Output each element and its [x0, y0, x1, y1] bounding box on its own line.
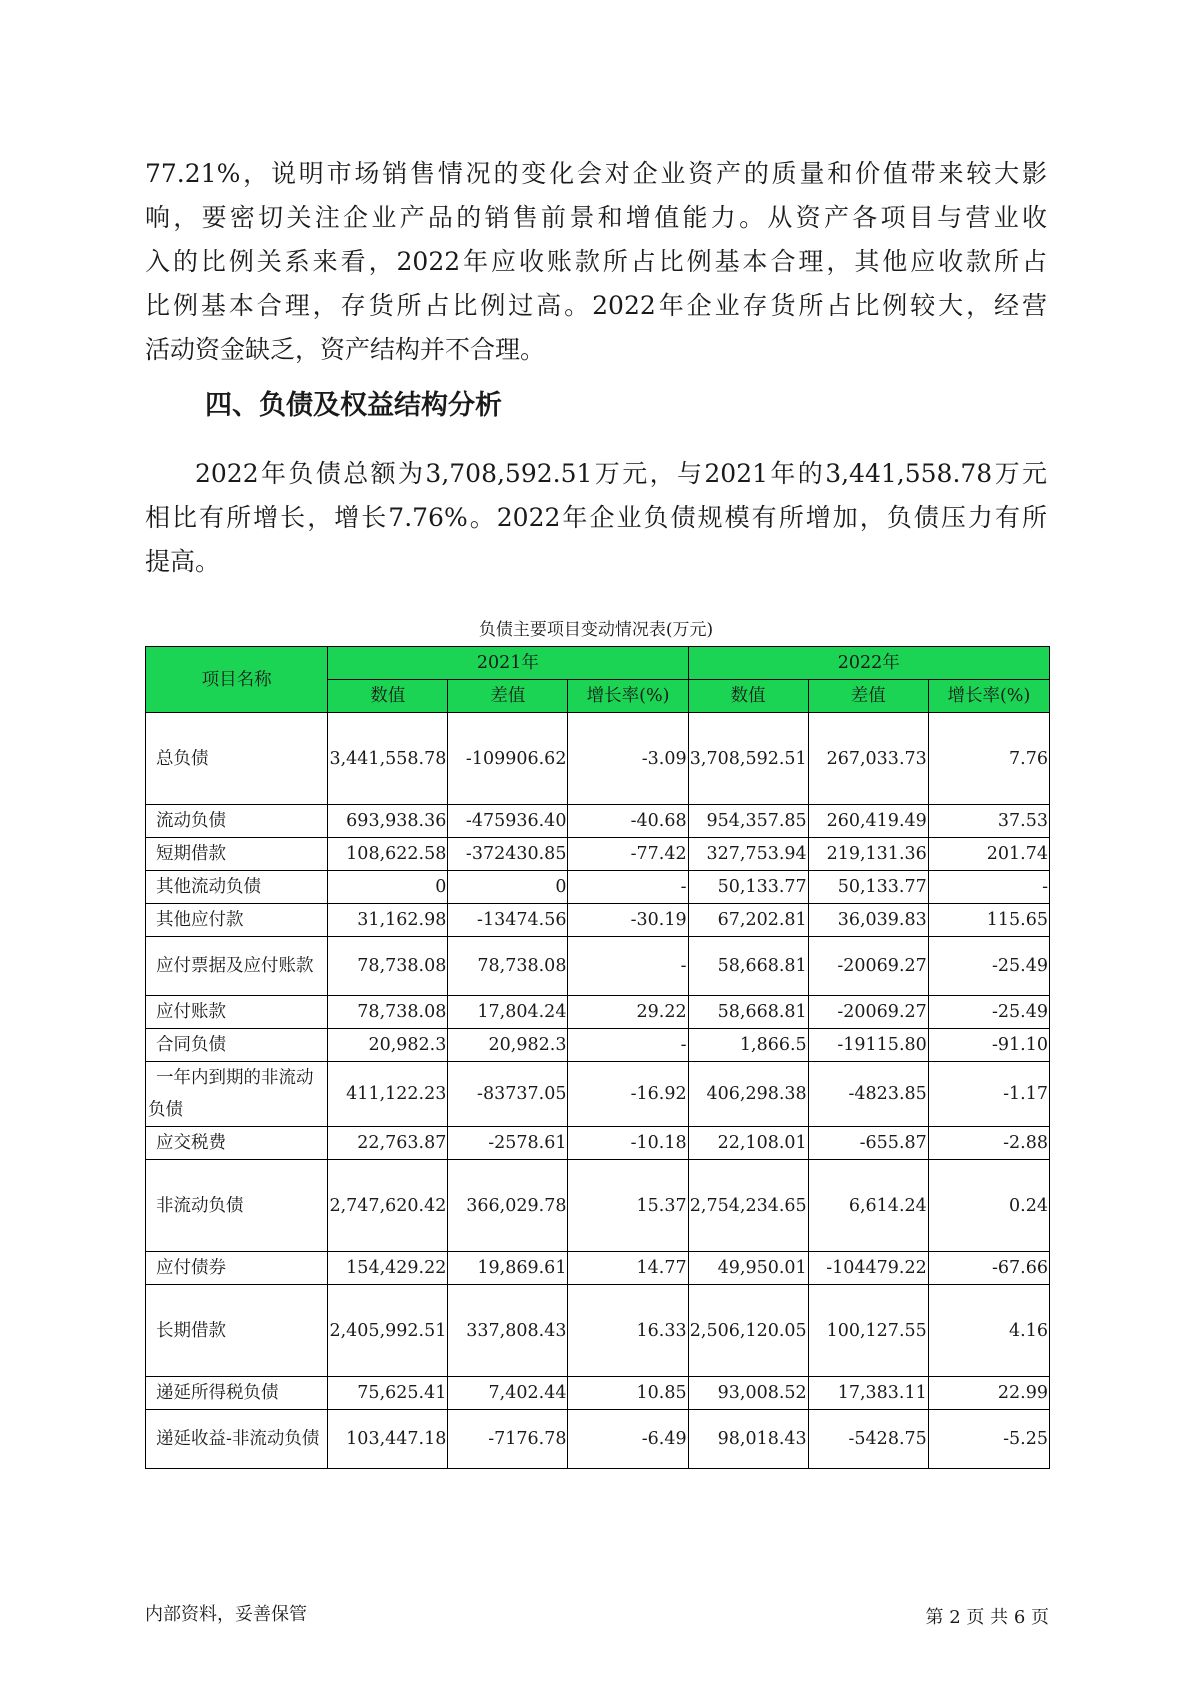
cell-diff-2021: 20,982.3 — [448, 1029, 568, 1062]
cell-value-2022: 22,108.01 — [688, 1127, 808, 1160]
cell-value-2022: 93,008.52 — [688, 1377, 808, 1410]
cell-diff-2022: -4823.85 — [808, 1062, 928, 1127]
cell-growth-2022: -2.88 — [928, 1127, 1049, 1160]
cell-diff-2021: 7,402.44 — [448, 1377, 568, 1410]
cell-value-2022: 1,866.5 — [688, 1029, 808, 1062]
cell-value-2021: 103,447.18 — [328, 1410, 448, 1469]
cell-growth-2021: 10.85 — [568, 1377, 688, 1410]
cell-item-name: 一年内到期的非流动负债 — [146, 1062, 328, 1127]
cell-item-name: 应付债券 — [146, 1252, 328, 1285]
cell-item-name: 短期借款 — [146, 838, 328, 871]
cell-growth-2022: 201.74 — [928, 838, 1049, 871]
text-line: 活动资金缺乏，资产结构并不合理。 — [145, 335, 546, 364]
table-row — [146, 937, 1050, 996]
header-diff: 差值 — [808, 680, 928, 713]
cell-diff-2021: 19,869.61 — [448, 1252, 568, 1285]
cell-value-2022: 98,018.43 — [688, 1410, 808, 1469]
cell-diff-2022: -655.87 — [808, 1127, 928, 1160]
table-header-row — [146, 647, 1050, 680]
cell-diff-2022: 267,033.73 — [808, 713, 928, 805]
cell-growth-2021: -77.42 — [568, 838, 688, 871]
cell-value-2021: 108,622.58 — [328, 838, 448, 871]
cell-growth-2022: 7.76 — [928, 713, 1049, 805]
cell-growth-2022: -25.49 — [928, 996, 1049, 1029]
cell-growth-2022: - — [928, 871, 1049, 904]
cell-diff-2021: -372430.85 — [448, 838, 568, 871]
cell-diff-2022: 260,419.49 — [808, 805, 928, 838]
cell-diff-2022: 219,131.36 — [808, 838, 928, 871]
cell-value-2022: 58,668.81 — [688, 937, 808, 996]
cell-value-2022: 58,668.81 — [688, 996, 808, 1029]
cell-value-2021: 2,747,620.42 — [328, 1160, 448, 1252]
cell-diff-2022: -20069.27 — [808, 996, 928, 1029]
table-row — [146, 1127, 1050, 1160]
cell-item-name: 递延所得税负债 — [146, 1377, 328, 1410]
table-row — [146, 1377, 1050, 1410]
cell-growth-2021: 16.33 — [568, 1285, 688, 1377]
cell-item-name: 非流动负债 — [146, 1160, 328, 1252]
header-growth: 增长率(%) — [928, 680, 1049, 713]
cell-growth-2021: -16.92 — [568, 1062, 688, 1127]
text-line: 相比有所增长，增长7.76%。2022年企业负债规模有所增加，负债压力有所 — [145, 503, 1047, 532]
cell-value-2021: 20,982.3 — [328, 1029, 448, 1062]
cell-diff-2022: -20069.27 — [808, 937, 928, 996]
cell-growth-2022: 22.99 — [928, 1377, 1049, 1410]
cell-diff-2021: 78,738.08 — [448, 937, 568, 996]
cell-growth-2022: -5.25 — [928, 1410, 1049, 1469]
table-row — [146, 996, 1050, 1029]
cell-diff-2022: 6,614.24 — [808, 1160, 928, 1252]
cell-item-name: 递延收益-非流动负债 — [146, 1410, 328, 1469]
text-line: 2022年负债总额为3,708,592.51万元，与2021年的3,441,558.78万元 — [195, 459, 1047, 488]
cell-value-2022: 3,708,592.51 — [688, 713, 808, 805]
header-year-2022: 2022年 — [688, 647, 1049, 680]
cell-value-2021: 78,738.08 — [328, 937, 448, 996]
text-line: 比例基本合理，存货所占比例过高。2022年企业存货所占比例较大，经营 — [145, 291, 1047, 320]
cell-diff-2021: 337,808.43 — [448, 1285, 568, 1377]
cell-growth-2021: -10.18 — [568, 1127, 688, 1160]
cell-diff-2021: -475936.40 — [448, 805, 568, 838]
cell-value-2021: 78,738.08 — [328, 996, 448, 1029]
table-row — [146, 713, 1050, 805]
cell-value-2021: 3,441,558.78 — [328, 713, 448, 805]
table-row — [146, 1029, 1050, 1062]
cell-growth-2021: - — [568, 1029, 688, 1062]
cell-value-2022: 67,202.81 — [688, 904, 808, 937]
cell-growth-2022: -1.17 — [928, 1062, 1049, 1127]
cell-growth-2022: 115.65 — [928, 904, 1049, 937]
cell-diff-2021: -2578.61 — [448, 1127, 568, 1160]
cell-diff-2021: 17,804.24 — [448, 996, 568, 1029]
footer-page-number: 第 2 页 共 6 页 — [925, 1607, 1049, 1628]
cell-diff-2022: 17,383.11 — [808, 1377, 928, 1410]
cell-growth-2021: 14.77 — [568, 1252, 688, 1285]
footer-confidential-note: 内部资料，妥善保管 — [145, 1604, 307, 1625]
cell-value-2022: 49,950.01 — [688, 1252, 808, 1285]
text-line: 77.21%，说明市场销售情况的变化会对企业资产的质量和价值带来较大影 — [145, 159, 1047, 188]
cell-growth-2022: 37.53 — [928, 805, 1049, 838]
cell-diff-2022: 50,133.77 — [808, 871, 928, 904]
cell-item-name: 合同负债 — [146, 1029, 328, 1062]
cell-value-2022: 2,506,120.05 — [688, 1285, 808, 1377]
cell-growth-2022: -91.10 — [928, 1029, 1049, 1062]
cell-value-2021: 411,122.23 — [328, 1062, 448, 1127]
cell-growth-2021: -6.49 — [568, 1410, 688, 1469]
table-row — [146, 1252, 1050, 1285]
cell-diff-2021: -83737.05 — [448, 1062, 568, 1127]
header-growth: 增长率(%) — [568, 680, 688, 713]
table-row — [146, 838, 1050, 871]
cell-diff-2021: 0 — [448, 871, 568, 904]
cell-growth-2021: 15.37 — [568, 1160, 688, 1252]
cell-item-name: 长期借款 — [146, 1285, 328, 1377]
paragraph-asset-analysis — [145, 152, 1047, 372]
cell-growth-2021: -3.09 — [568, 713, 688, 805]
paragraph-liability-summary — [145, 452, 1047, 584]
table-row — [146, 871, 1050, 904]
cell-value-2021: 31,162.98 — [328, 904, 448, 937]
table-row — [146, 805, 1050, 838]
cell-value-2021: 693,938.36 — [328, 805, 448, 838]
cell-diff-2022: -104479.22 — [808, 1252, 928, 1285]
cell-item-name: 总负债 — [146, 713, 328, 805]
cell-item-name: 应交税费 — [146, 1127, 328, 1160]
cell-item-name: 其他流动负债 — [146, 871, 328, 904]
cell-item-name: 其他应付款 — [146, 904, 328, 937]
cell-growth-2022: -25.49 — [928, 937, 1049, 996]
header-item-name: 项目名称 — [146, 647, 328, 713]
cell-value-2021: 0 — [328, 871, 448, 904]
cell-growth-2021: - — [568, 937, 688, 996]
cell-growth-2022: 0.24 — [928, 1160, 1049, 1252]
cell-value-2021: 154,429.22 — [328, 1252, 448, 1285]
text-line: 响，要密切关注企业产品的销售前景和增值能力。从资产各项目与营业收 — [145, 203, 1047, 232]
header-value: 数值 — [688, 680, 808, 713]
cell-value-2021: 2,405,992.51 — [328, 1285, 448, 1377]
cell-item-name: 应付账款 — [146, 996, 328, 1029]
cell-growth-2021: -30.19 — [568, 904, 688, 937]
cell-value-2021: 22,763.87 — [328, 1127, 448, 1160]
cell-diff-2021: -13474.56 — [448, 904, 568, 937]
cell-value-2022: 954,357.85 — [688, 805, 808, 838]
text-line: 入的比例关系来看，2022年应收账款所占比例基本合理，其他应收款所占 — [145, 247, 1047, 276]
cell-value-2022: 406,298.38 — [688, 1062, 808, 1127]
text-line: 提高。 — [145, 547, 221, 576]
cell-diff-2021: 366,029.78 — [448, 1160, 568, 1252]
cell-growth-2022: -67.66 — [928, 1252, 1049, 1285]
table-row — [146, 1410, 1050, 1469]
cell-value-2021: 75,625.41 — [328, 1377, 448, 1410]
cell-diff-2022: -5428.75 — [808, 1410, 928, 1469]
cell-diff-2021: -7176.78 — [448, 1410, 568, 1469]
cell-growth-2021: - — [568, 871, 688, 904]
header-value: 数值 — [328, 680, 448, 713]
cell-value-2022: 327,753.94 — [688, 838, 808, 871]
cell-item-name: 应付票据及应付账款 — [146, 937, 328, 996]
cell-item-name: 流动负债 — [146, 805, 328, 838]
cell-growth-2022: 4.16 — [928, 1285, 1049, 1377]
header-year-2021: 2021年 — [328, 647, 688, 680]
cell-growth-2021: -40.68 — [568, 805, 688, 838]
table-row — [146, 1160, 1050, 1252]
section-heading: 四、负债及权益结构分析 — [205, 390, 502, 421]
header-diff: 差值 — [448, 680, 568, 713]
cell-growth-2021: 29.22 — [568, 996, 688, 1029]
cell-diff-2022: 36,039.83 — [808, 904, 928, 937]
cell-value-2022: 50,133.77 — [688, 871, 808, 904]
cell-diff-2022: 100,127.55 — [808, 1285, 928, 1377]
cell-value-2022: 2,754,234.65 — [688, 1160, 808, 1252]
cell-diff-2021: -109906.62 — [448, 713, 568, 805]
table-caption: 负债主要项目变动情况表(万元) — [478, 620, 714, 640]
table-body — [146, 713, 1050, 1469]
cell-diff-2022: -19115.80 — [808, 1029, 928, 1062]
liabilities-table — [145, 646, 1050, 1469]
table-row — [146, 904, 1050, 937]
table-row — [146, 1062, 1050, 1127]
table-row — [146, 1285, 1050, 1377]
